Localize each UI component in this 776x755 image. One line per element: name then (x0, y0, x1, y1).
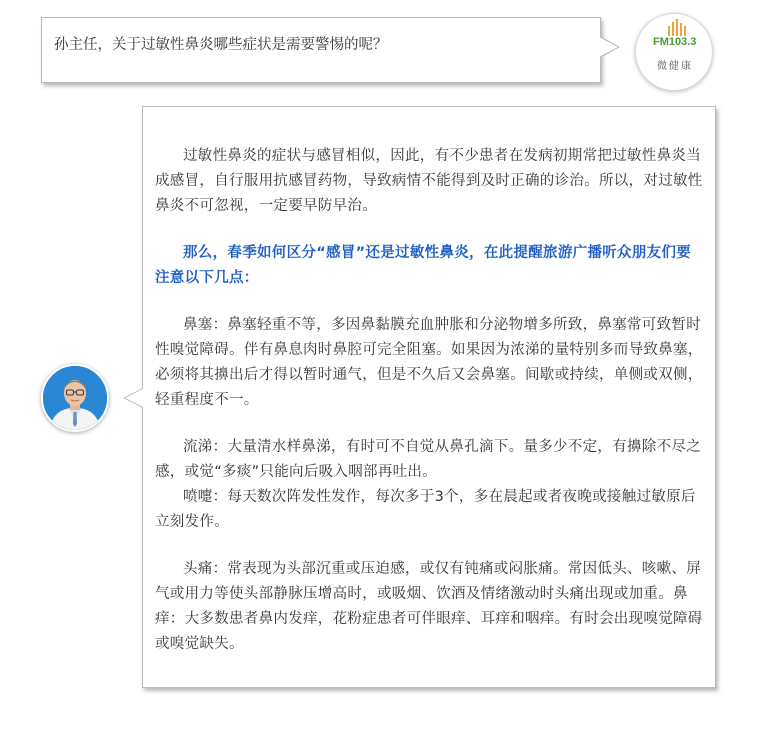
radio-logo-avatar (635, 13, 713, 91)
logo-fm-text: FM103.3 (653, 36, 697, 48)
answer-paragraph-nasal-congestion: 鼻塞：鼻塞轻重不等，多因鼻黏膜充血肿胀和分泌物增多所致，鼻塞常可致暂时性嗅觉障碍。伴有鼻息肉时鼻腔可完全阻塞。如果因为浓涕的量特别多而导致鼻塞，必须将其擤出后才得以暂时通气，但是不久后又会鼻塞。间歇或持续，单侧或双侧，轻重程度不一。 (155, 317, 703, 408)
logo-name-text: 微健康 (657, 61, 693, 72)
answer-paragraph-sneezing: 喷嚏：每天数次阵发性发作，每次多于3个，多在晨起或者夜晚或接触过敏原后立刻发作。 (155, 489, 696, 530)
answer-bubble-tail (123, 388, 143, 408)
doctor-avatar (41, 364, 109, 432)
question-bubble-tail (600, 36, 620, 58)
answer-paragraph-headache: 头痛：常表现为头部沉重或压迫感，或仅有钝痛或闷胀痛。常因低头、咳嗽、屏气或用力等使头部静脉压增高时，或吸烟、饮酒及情绪激动时头痛出现或加重。鼻痒：大多数患者鼻内发痒，花粉症患者可伴眼痒、耳痒和咽痒。有时会出现嗅觉障碍或嗅觉缺失。 (155, 561, 703, 652)
answer-bubble (142, 106, 716, 688)
question-bubble (41, 17, 601, 83)
answer-paragraph-highlight: 那么，春季如何区分“感冒”还是过敏性鼻炎，在此提醒旅游广播听众朋友们要注意以下几点： (155, 245, 692, 286)
answer-content (155, 144, 703, 657)
answer-paragraph-runny-nose: 流涕：大量清水样鼻涕，有时可不自觉从鼻孔滴下。量多少不定，有擤除不尽之感，或觉“多痰”只能向后吸入咽部再吐出。 (155, 439, 701, 480)
doctor-portrait-icon (43, 366, 107, 430)
answer-paragraph-intro: 过敏性鼻炎的症状与感冒相似，因此，有不少患者在发病初期常把过敏性鼻炎当成感冒，自行服用抗感冒药物，导致病情不能得到及时正确的诊治。所以，对过敏性鼻炎不可忽视，一定要早防早治。 (155, 148, 703, 214)
question-text: 孙主任，关于过敏性鼻炎哪些症状是需要警惕的呢？ (54, 37, 388, 53)
radio-logo-icon (636, 14, 713, 91)
